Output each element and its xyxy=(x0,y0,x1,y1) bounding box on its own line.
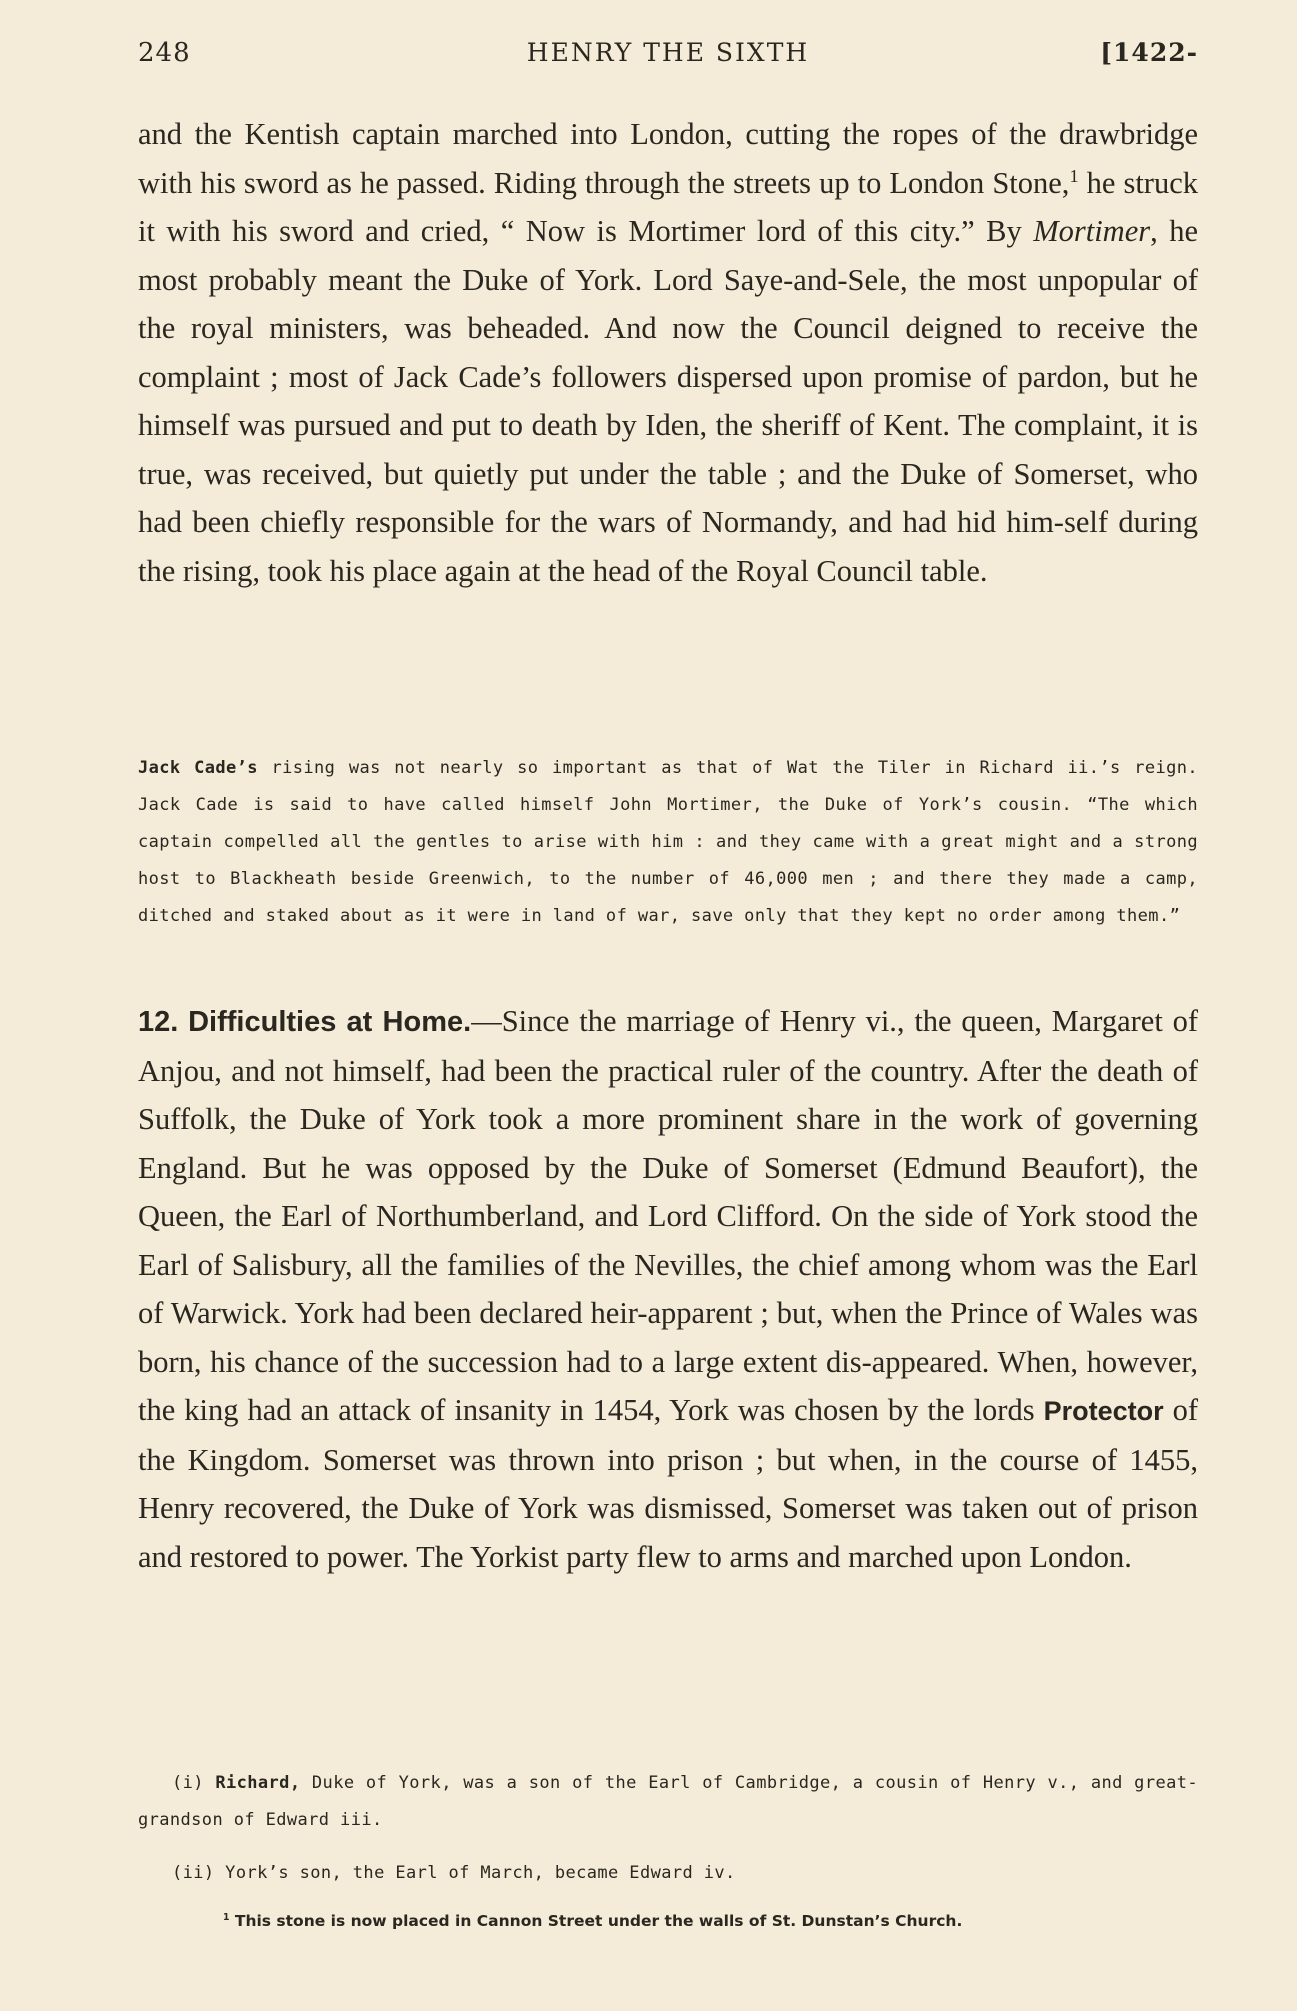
section12-text-a: —Since the marriage of Henry vi., the queen, Margaret of Anjou, and not himself, had been the practical ruler of the country. After the death of Suffolk, the Duke of York took a more prominent share in the work of governing England. But he was opposed by the Duke of Somerset (Edmund Beaufort), the Queen, the Earl of Northumberland, and Lord Clifford. On the side of York stood the Earl of Salisbury, all the families of the Nevilles, the chief among whom was the Earl of Warwick. York had been declared heir-apparent ; but, when the Prince of Wales was born, his chance of the succession had to a large extent dis-appeared. When, however, the king had an attack of insanity in 1454, York was chosen by the lords xyxy=(138,1004,1198,1427)
para1-text-c: , he most probably meant the Duke of York. Lord Saye-and-Sele, the most unpopular of the royal ministers, was beheaded. And now the Council deigned to receive the complaint ; most of Jack Cade’s followers dispersed upon promise of pardon, but he himself was pursued and put to death by Iden, the sheriff of Kent. The complaint, it is true, was received, but quietly put under the table ; and the Duke of Somerset, who had been chiefly responsible for the wars of Normandy, and had hid him-self during the rising, took his place again at the head of the Royal Council table. xyxy=(138,214,1198,588)
section-12 xyxy=(138,997,1198,1581)
footnote xyxy=(138,1906,1198,1936)
paragraph-continuation xyxy=(138,110,1198,595)
note-item2-text: York’s son, the Earl of March, became Edward iv. xyxy=(214,1863,736,1883)
footnote-text: This stone is now placed in Cannon Street under the walls of St. Dunstan’s Church. xyxy=(229,1912,963,1930)
note-york-son xyxy=(138,1855,1198,1892)
footnote-marker: 1 xyxy=(1069,165,1079,186)
footnote-mark: 1 xyxy=(223,1911,230,1923)
note-item1-text: Duke of York, was a son of the Earl of Cambridge, a cousin of Henry v., and great-grandson of Edward iii. xyxy=(138,1773,1198,1830)
note-item1-lead: Richard, xyxy=(215,1773,301,1793)
para1-italic-mortimer: Mortimer xyxy=(1033,214,1151,248)
page-number: 248 xyxy=(138,38,191,68)
section-number: 12. xyxy=(138,1006,179,1038)
running-title: HENRY THE SIXTH xyxy=(526,38,810,67)
running-header xyxy=(138,38,1198,78)
note-item2-label: (ii) xyxy=(172,1863,215,1883)
header-year: [1422- xyxy=(1100,38,1198,67)
note-richard xyxy=(138,1765,1198,1839)
note-item1-label: (i) xyxy=(172,1773,204,1793)
para1-text-b: he struck it with his sword and cried, “ Now is Mortimer lord of this city.” By xyxy=(138,165,1198,248)
note-jack-cade xyxy=(138,750,1198,935)
note1-text: rising was not nearly so important as that of Wat the Tiler in Richard ii.’s reign. Jack Cade is said to have called himself John Mortimer, the Duke of York’s cousin. “The which captain compelled all the gentles to arise with him : and they came with a great might and a strong host to Blackheath beside Greenwich, to the number of 46,000 men ; and there they made a camp, ditched and staked about as it were in land of war, save only that they kept no order among them.” xyxy=(138,758,1198,926)
note1-lead: Jack Cade’s xyxy=(138,758,258,778)
para1-text-a: and the Kentish captain marched into London, cutting the ropes of the drawbridge with his sword as he passed. Riding through the streets up to London Stone, xyxy=(138,117,1198,200)
section-title: Difficulties at Home. xyxy=(188,1006,472,1038)
protector-term: Protector xyxy=(1043,1396,1164,1426)
section12-text-b: of the Kingdom. Somerset was thrown into prison ; but when, in the course of 1455, Henry recovered, the Duke of York was dismissed, Somerset was taken out of prison and restored to power. The Yorkist party flew to arms and marched upon London. xyxy=(138,1393,1198,1574)
